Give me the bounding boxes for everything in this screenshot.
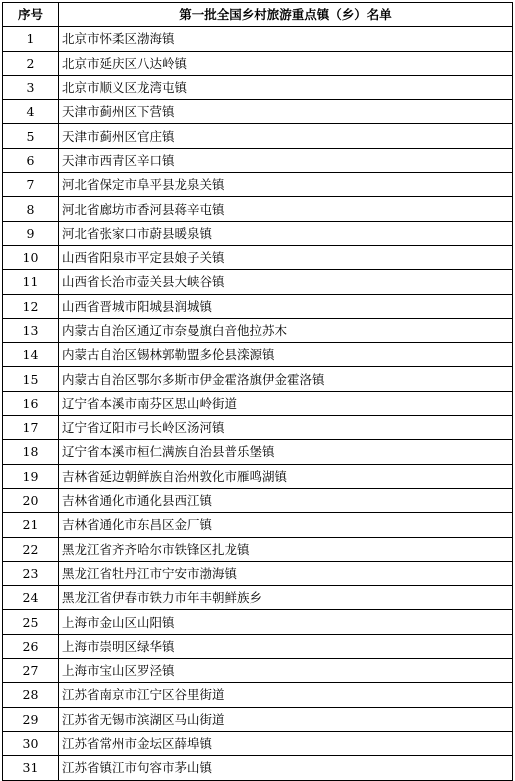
row-index-cell[interactable]: 31 xyxy=(3,756,59,780)
row-name-cell[interactable]: 北京市顺义区龙湾屯镇 xyxy=(59,75,513,99)
row-name-cell[interactable]: 上海市崇明区绿华镇 xyxy=(59,634,513,658)
row-index-cell[interactable]: 29 xyxy=(3,707,59,731)
row-name-cell[interactable]: 河北省保定市阜平县龙泉关镇 xyxy=(59,173,513,197)
row-index-cell[interactable]: 13 xyxy=(3,318,59,342)
table-row xyxy=(3,343,513,367)
row-name-cell[interactable]: 江苏省无锡市滨湖区马山街道 xyxy=(59,707,513,731)
row-index-cell[interactable]: 3 xyxy=(3,75,59,99)
row-name-cell[interactable]: 江苏省镇江市句容市茅山镇 xyxy=(59,756,513,780)
row-index-cell[interactable]: 7 xyxy=(3,173,59,197)
row-index-cell[interactable]: 26 xyxy=(3,634,59,658)
table-row xyxy=(3,245,513,269)
row-name-cell[interactable]: 上海市宝山区罗泾镇 xyxy=(59,659,513,683)
table-row xyxy=(3,318,513,342)
row-name-cell[interactable]: 黑龙江省齐齐哈尔市铁锋区扎龙镇 xyxy=(59,537,513,561)
table-row xyxy=(3,756,513,780)
row-name-cell[interactable]: 辽宁省本溪市南芬区思山岭街道 xyxy=(59,391,513,415)
row-index-cell[interactable]: 23 xyxy=(3,561,59,585)
row-name-cell[interactable]: 河北省廊坊市香河县蒋辛屯镇 xyxy=(59,197,513,221)
row-name-cell[interactable]: 山西省晋城市阳城县润城镇 xyxy=(59,294,513,318)
table-row xyxy=(3,148,513,172)
row-name-cell[interactable]: 辽宁省本溪市桓仁满族自治县普乐堡镇 xyxy=(59,440,513,464)
row-index-cell[interactable]: 8 xyxy=(3,197,59,221)
table-row xyxy=(3,75,513,99)
row-name-cell[interactable]: 北京市怀柔区渤海镇 xyxy=(59,27,513,51)
row-name-cell[interactable]: 江苏省常州市金坛区薛埠镇 xyxy=(59,731,513,755)
table-row xyxy=(3,221,513,245)
row-name-cell[interactable]: 天津市蓟州区官庄镇 xyxy=(59,124,513,148)
table-row xyxy=(3,416,513,440)
row-index-cell[interactable]: 24 xyxy=(3,586,59,610)
row-index-cell[interactable]: 1 xyxy=(3,27,59,51)
header-index[interactable]: 序号 xyxy=(3,3,59,27)
row-index-cell[interactable]: 30 xyxy=(3,731,59,755)
table-row xyxy=(3,537,513,561)
row-index-cell[interactable]: 10 xyxy=(3,245,59,269)
table-body xyxy=(3,27,513,780)
row-index-cell[interactable]: 17 xyxy=(3,416,59,440)
row-index-cell[interactable]: 15 xyxy=(3,367,59,391)
row-index-cell[interactable]: 28 xyxy=(3,683,59,707)
row-index-cell[interactable]: 2 xyxy=(3,51,59,75)
table-row xyxy=(3,197,513,221)
row-name-cell[interactable]: 北京市延庆区八达岭镇 xyxy=(59,51,513,75)
row-index-cell[interactable]: 18 xyxy=(3,440,59,464)
header-title[interactable]: 第一批全国乡村旅游重点镇（乡）名单 xyxy=(59,3,513,27)
row-index-cell[interactable]: 6 xyxy=(3,148,59,172)
row-index-cell[interactable]: 22 xyxy=(3,537,59,561)
row-name-cell[interactable]: 山西省阳泉市平定县娘子关镇 xyxy=(59,245,513,269)
row-index-cell[interactable]: 5 xyxy=(3,124,59,148)
row-index-cell[interactable]: 21 xyxy=(3,513,59,537)
table-row xyxy=(3,464,513,488)
table-row xyxy=(3,367,513,391)
spreadsheet-sheet xyxy=(2,2,512,781)
row-index-cell[interactable]: 12 xyxy=(3,294,59,318)
table-row xyxy=(3,683,513,707)
row-name-cell[interactable]: 吉林省延边朝鲜族自治州敦化市雁鸣湖镇 xyxy=(59,464,513,488)
row-name-cell[interactable]: 内蒙古自治区通辽市奈曼旗白音他拉苏木 xyxy=(59,318,513,342)
row-name-cell[interactable]: 天津市西青区辛口镇 xyxy=(59,148,513,172)
row-index-cell[interactable]: 14 xyxy=(3,343,59,367)
row-name-cell[interactable]: 河北省张家口市蔚县暖泉镇 xyxy=(59,221,513,245)
table-row xyxy=(3,124,513,148)
row-index-cell[interactable]: 16 xyxy=(3,391,59,415)
row-name-cell[interactable]: 黑龙江省伊春市铁力市年丰朝鲜族乡 xyxy=(59,586,513,610)
row-index-cell[interactable]: 20 xyxy=(3,488,59,512)
table-row xyxy=(3,27,513,51)
table-row xyxy=(3,634,513,658)
header-row xyxy=(3,3,513,27)
row-index-cell[interactable]: 4 xyxy=(3,100,59,124)
table-row xyxy=(3,270,513,294)
row-index-cell[interactable]: 11 xyxy=(3,270,59,294)
row-name-cell[interactable]: 辽宁省辽阳市弓长岭区汤河镇 xyxy=(59,416,513,440)
table-row xyxy=(3,100,513,124)
row-name-cell[interactable]: 上海市金山区山阳镇 xyxy=(59,610,513,634)
table-row xyxy=(3,610,513,634)
table-row xyxy=(3,707,513,731)
row-index-cell[interactable]: 9 xyxy=(3,221,59,245)
table-row xyxy=(3,488,513,512)
row-index-cell[interactable]: 25 xyxy=(3,610,59,634)
table-row xyxy=(3,440,513,464)
row-name-cell[interactable]: 内蒙古自治区鄂尔多斯市伊金霍洛旗伊金霍洛镇 xyxy=(59,367,513,391)
row-name-cell[interactable]: 江苏省南京市江宁区谷里街道 xyxy=(59,683,513,707)
table-row xyxy=(3,51,513,75)
town-list-table xyxy=(2,2,513,781)
row-name-cell[interactable]: 内蒙古自治区锡林郭勒盟多伦县滦源镇 xyxy=(59,343,513,367)
row-name-cell[interactable]: 黑龙江省牡丹江市宁安市渤海镇 xyxy=(59,561,513,585)
row-index-cell[interactable]: 27 xyxy=(3,659,59,683)
row-name-cell[interactable]: 山西省长治市壶关县大峡谷镇 xyxy=(59,270,513,294)
row-name-cell[interactable]: 吉林省通化市通化县西江镇 xyxy=(59,488,513,512)
table-row xyxy=(3,659,513,683)
table-row xyxy=(3,294,513,318)
row-name-cell[interactable]: 天津市蓟州区下营镇 xyxy=(59,100,513,124)
table-row xyxy=(3,173,513,197)
row-name-cell[interactable]: 吉林省通化市东昌区金厂镇 xyxy=(59,513,513,537)
table-row xyxy=(3,731,513,755)
table-row xyxy=(3,561,513,585)
table-row xyxy=(3,513,513,537)
row-index-cell[interactable]: 19 xyxy=(3,464,59,488)
table-row xyxy=(3,391,513,415)
table-row xyxy=(3,586,513,610)
